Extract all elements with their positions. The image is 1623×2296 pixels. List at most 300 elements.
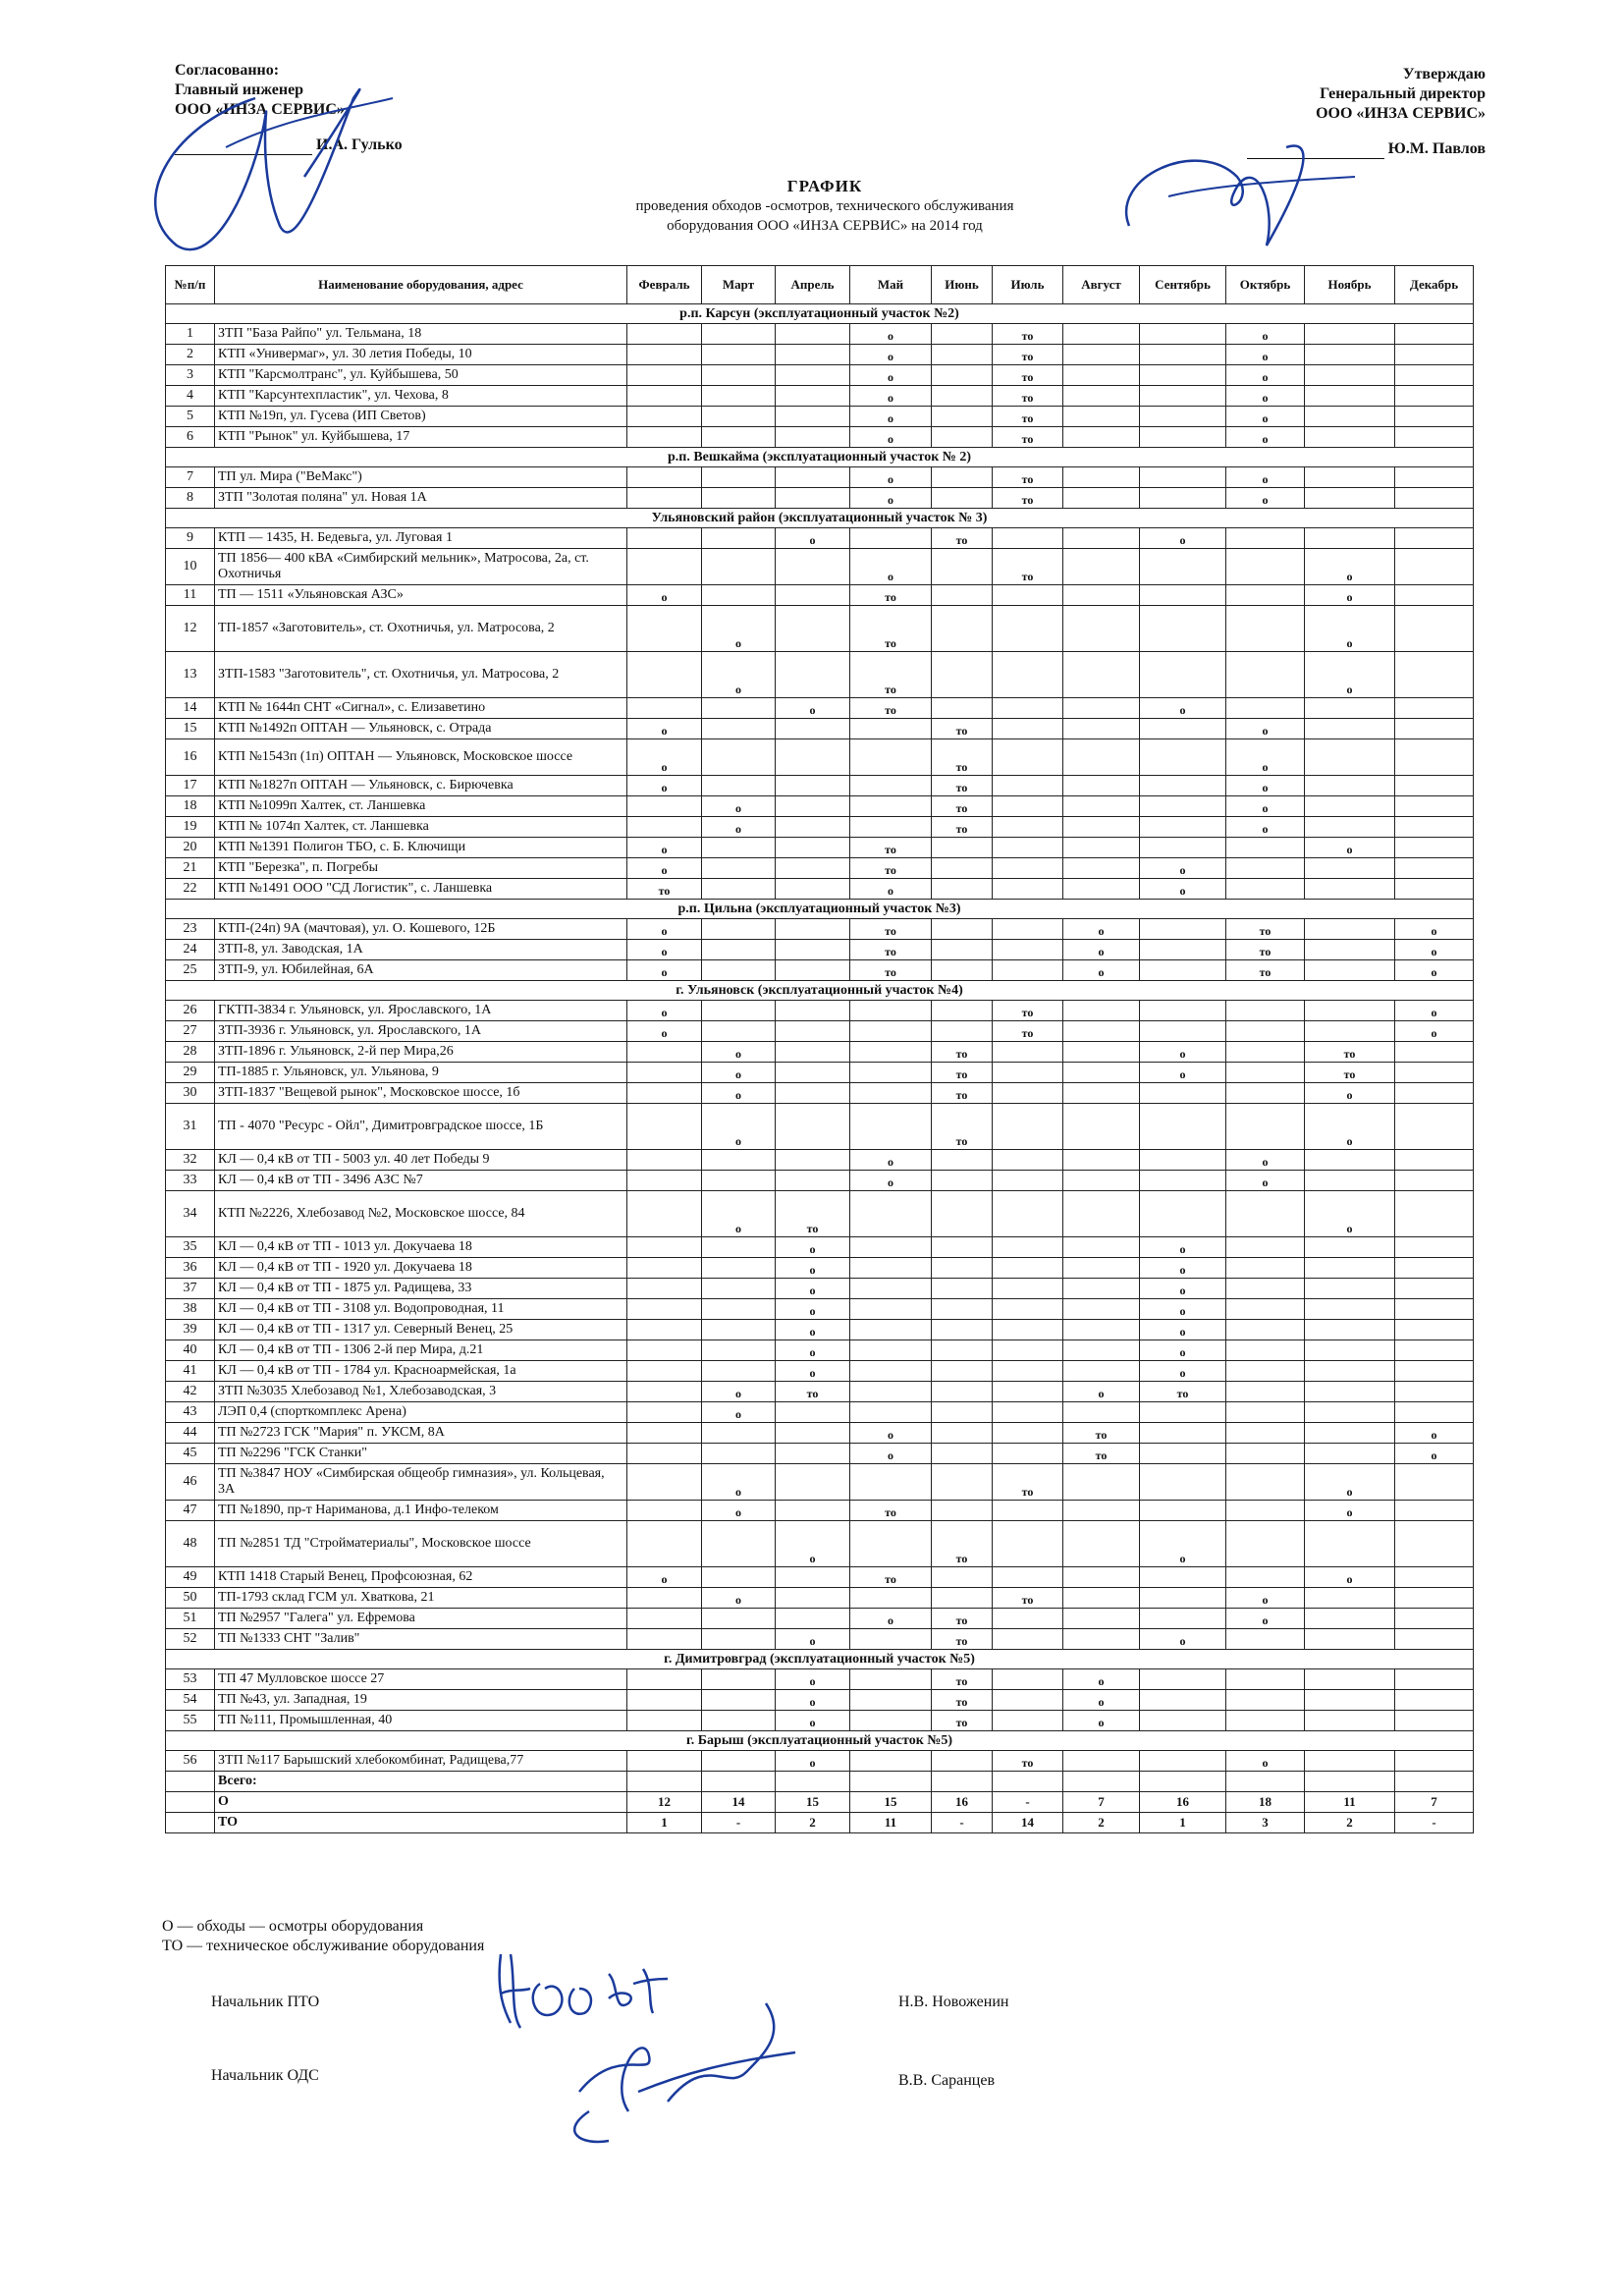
month-cell [776, 1083, 850, 1104]
row-number: 19 [166, 817, 215, 838]
table-row [166, 919, 1474, 940]
month-cell: о [776, 1237, 850, 1258]
equipment-name: КТП №1543п (1п) ОПТАН — Ульяновск, Московское шоссе [215, 739, 627, 776]
table-row [166, 1001, 1474, 1021]
row-number: 9 [166, 528, 215, 549]
table-row [166, 467, 1474, 488]
month-cell [993, 817, 1063, 838]
month-cell [850, 1382, 932, 1402]
month-cell [627, 1042, 702, 1063]
month-cell [1305, 1629, 1395, 1650]
month-cell: о [1305, 1501, 1395, 1521]
column-header-month: Октябрь [1226, 266, 1305, 304]
month-cell [993, 1567, 1063, 1588]
month-cell [776, 719, 850, 739]
table-row [166, 1279, 1474, 1299]
month-cell [932, 1361, 993, 1382]
month-cell [1226, 1711, 1305, 1731]
month-cell [993, 1629, 1063, 1650]
month-cell [1063, 879, 1140, 900]
month-cell [1226, 1567, 1305, 1588]
totals-empty [1226, 1772, 1305, 1792]
month-cell: о [850, 365, 932, 386]
month-cell [1395, 1629, 1474, 1650]
column-header-month: Февраль [627, 266, 702, 304]
month-cell: о [850, 1150, 932, 1171]
row-number: 42 [166, 1382, 215, 1402]
month-cell [1140, 386, 1226, 407]
approval-left-line3: ООО «ИНЗА СЕРВИС» [175, 101, 345, 118]
column-header-month: Апрель [776, 266, 850, 304]
month-cell [1305, 528, 1395, 549]
month-cell [1063, 1001, 1140, 1021]
table-row [166, 365, 1474, 386]
month-cell: о [1226, 488, 1305, 509]
month-cell [1305, 1588, 1395, 1609]
month-cell [993, 1402, 1063, 1423]
month-cell [1140, 585, 1226, 606]
month-cell [1063, 1104, 1140, 1150]
column-header-month: Май [850, 266, 932, 304]
table-row [166, 1299, 1474, 1320]
month-cell [702, 467, 776, 488]
equipment-name: ТП — 1511 «Ульяновская АЗС» [215, 585, 627, 606]
month-cell [1226, 652, 1305, 698]
month-cell [1063, 1751, 1140, 1772]
month-cell [1140, 1423, 1226, 1444]
row-number: 8 [166, 488, 215, 509]
month-cell [1226, 1021, 1305, 1042]
approval-left-line1: Согласованно: [175, 62, 280, 79]
month-cell [702, 585, 776, 606]
row-number: 22 [166, 879, 215, 900]
equipment-name: КТП — 1435, Н. Бедевьга, ул. Луговая 1 [215, 528, 627, 549]
equipment-name: ТП - 4070 "Ресурс - Ойл", Димитровградское шоссе, 1Б [215, 1104, 627, 1150]
month-cell [1226, 858, 1305, 879]
month-cell [702, 549, 776, 585]
month-cell [776, 606, 850, 652]
month-cell [776, 427, 850, 448]
month-cell: о [627, 585, 702, 606]
section-title: р.п. Цильна (эксплуатационный участок №3) [166, 900, 1474, 919]
month-cell [850, 1299, 932, 1320]
month-cell: то [850, 585, 932, 606]
equipment-name: ЗТП "База Райпо" ул. Тельмана, 18 [215, 324, 627, 345]
equipment-name: КТП "Березка", п. Погребы [215, 858, 627, 879]
month-cell [702, 386, 776, 407]
month-cell [1395, 1340, 1474, 1361]
month-cell [993, 1501, 1063, 1521]
month-cell [1305, 1171, 1395, 1191]
month-cell [1395, 698, 1474, 719]
month-cell [1140, 407, 1226, 427]
month-cell [776, 1609, 850, 1629]
table-row [166, 1567, 1474, 1588]
equipment-name: КЛ — 0,4 кВ от ТП - 1875 ул. Радищева, 33 [215, 1279, 627, 1299]
month-cell [993, 1521, 1063, 1567]
section-row [166, 1650, 1474, 1669]
month-cell [1063, 1501, 1140, 1521]
month-cell [1395, 719, 1474, 739]
table-row [166, 1361, 1474, 1382]
row-number: 34 [166, 1191, 215, 1237]
totals-empty [166, 1772, 215, 1792]
table-row [166, 528, 1474, 549]
month-cell [1226, 1083, 1305, 1104]
row-number: 23 [166, 919, 215, 940]
month-cell: то [993, 1021, 1063, 1042]
month-cell [627, 1237, 702, 1258]
totals-empty [1063, 1772, 1140, 1792]
totals-value: - [1395, 1813, 1474, 1833]
month-cell [993, 1669, 1063, 1690]
month-cell [1226, 549, 1305, 585]
month-cell: о [850, 324, 932, 345]
month-cell [993, 1299, 1063, 1320]
month-cell: то [993, 427, 1063, 448]
month-cell [1395, 1609, 1474, 1629]
totals-value: 11 [850, 1813, 932, 1833]
month-cell [627, 1361, 702, 1382]
table-row [166, 386, 1474, 407]
month-cell [776, 739, 850, 776]
equipment-name: ТП №111, Промышленная, 40 [215, 1711, 627, 1731]
totals-value: 12 [627, 1792, 702, 1813]
month-cell: о [776, 1521, 850, 1567]
month-cell [993, 838, 1063, 858]
month-cell [993, 1711, 1063, 1731]
month-cell [776, 324, 850, 345]
month-cell [1395, 652, 1474, 698]
month-cell: то [993, 1001, 1063, 1021]
month-cell [1226, 879, 1305, 900]
month-cell: о [1305, 1104, 1395, 1150]
month-cell [1395, 606, 1474, 652]
month-cell [1226, 585, 1305, 606]
table-row [166, 776, 1474, 796]
month-cell [702, 1299, 776, 1320]
equipment-name: ТП №2851 ТД "Стройматериалы", Московское шоссе [215, 1521, 627, 1567]
month-cell [776, 1588, 850, 1609]
month-cell [932, 1320, 993, 1340]
row-number: 16 [166, 739, 215, 776]
month-cell [702, 1001, 776, 1021]
month-cell [627, 1711, 702, 1731]
month-cell [1140, 796, 1226, 817]
month-cell: то [850, 919, 932, 940]
month-cell [993, 719, 1063, 739]
totals-row [166, 1792, 1474, 1813]
signature-pto-chief [471, 1935, 864, 2151]
table-header [166, 266, 1474, 304]
month-cell [993, 1320, 1063, 1340]
month-cell: о [702, 1042, 776, 1063]
month-cell: о [627, 858, 702, 879]
month-cell: то [1226, 960, 1305, 981]
month-cell [1226, 1299, 1305, 1320]
month-cell [1140, 652, 1226, 698]
table-row [166, 324, 1474, 345]
month-cell [932, 1567, 993, 1588]
month-cell [1063, 776, 1140, 796]
month-cell [850, 1402, 932, 1423]
month-cell [1140, 1171, 1226, 1191]
month-cell [1063, 719, 1140, 739]
month-cell: о [776, 1751, 850, 1772]
month-cell [627, 796, 702, 817]
totals-value: - [702, 1813, 776, 1833]
month-cell [627, 1629, 702, 1650]
month-cell [1395, 1279, 1474, 1299]
month-cell: о [1226, 467, 1305, 488]
month-cell: то [850, 1501, 932, 1521]
month-cell [1063, 585, 1140, 606]
footer-pto-title: Начальник ПТО [211, 1994, 320, 2010]
month-cell: о [1226, 796, 1305, 817]
month-cell [1395, 1361, 1474, 1382]
month-cell [627, 652, 702, 698]
month-cell: о [776, 1258, 850, 1279]
month-cell [993, 1423, 1063, 1444]
month-cell: о [1140, 1258, 1226, 1279]
table-row [166, 1042, 1474, 1063]
month-cell: о [627, 776, 702, 796]
equipment-name: ТП №1890, пр-т Нариманова, д.1 Инфо-телеком [215, 1501, 627, 1521]
row-number: 54 [166, 1690, 215, 1711]
row-number: 15 [166, 719, 215, 739]
equipment-name: ГКТП-3834 г. Ульяновск, ул. Ярославского, 1А [215, 1001, 627, 1021]
month-cell [702, 1340, 776, 1361]
month-cell [993, 1237, 1063, 1258]
row-number: 12 [166, 606, 215, 652]
totals-value: 16 [932, 1792, 993, 1813]
month-cell: о [1063, 919, 1140, 940]
month-cell: о [1226, 1609, 1305, 1629]
month-cell: о [776, 1711, 850, 1731]
month-cell [1140, 1690, 1226, 1711]
month-cell [932, 1021, 993, 1042]
month-cell [932, 345, 993, 365]
month-cell: о [1305, 1191, 1395, 1237]
month-cell [1063, 1588, 1140, 1609]
month-cell [776, 467, 850, 488]
month-cell [993, 606, 1063, 652]
month-cell [1140, 1083, 1226, 1104]
month-cell [1226, 1258, 1305, 1279]
table-row [166, 585, 1474, 606]
month-cell [1395, 858, 1474, 879]
month-cell: о [1140, 1521, 1226, 1567]
month-cell: то [932, 796, 993, 817]
month-cell: то [850, 652, 932, 698]
month-cell: о [702, 796, 776, 817]
month-cell [627, 817, 702, 838]
equipment-name: ЗТП-1896 г. Ульяновск, 2-й пер Мира,26 [215, 1042, 627, 1063]
month-cell [1226, 1501, 1305, 1521]
column-header-name: Наименование оборудования, адрес [215, 266, 627, 304]
month-cell [1140, 1001, 1226, 1021]
month-cell: о [850, 1171, 932, 1191]
month-cell: о [1063, 1711, 1140, 1731]
month-cell [850, 1191, 932, 1237]
section-row [166, 304, 1474, 324]
month-cell [1063, 1021, 1140, 1042]
month-cell [850, 1237, 932, 1258]
month-cell [776, 858, 850, 879]
column-header-month: Сентябрь [1140, 266, 1226, 304]
month-cell: о [776, 1340, 850, 1361]
month-cell [1226, 1001, 1305, 1021]
row-number: 1 [166, 324, 215, 345]
month-cell [627, 1464, 702, 1501]
month-cell: о [776, 1690, 850, 1711]
column-header-month: Март [702, 266, 776, 304]
month-cell [1395, 467, 1474, 488]
table-row [166, 1083, 1474, 1104]
month-cell [776, 776, 850, 796]
month-cell [627, 1402, 702, 1423]
month-cell [932, 1402, 993, 1423]
equipment-name: ТП №3847 НОУ «Симбирская общеобр гимназия», ул. Кольцевая, 3А [215, 1464, 627, 1501]
month-cell [702, 324, 776, 345]
totals-value: 11 [1305, 1792, 1395, 1813]
month-cell [993, 1340, 1063, 1361]
month-cell [932, 1299, 993, 1320]
month-cell: о [850, 467, 932, 488]
month-cell [1140, 1588, 1226, 1609]
month-cell [850, 1340, 932, 1361]
legend-o: О — обходы — осмотры оборудования [162, 1918, 424, 1935]
month-cell [1140, 606, 1226, 652]
month-cell: о [1226, 1751, 1305, 1772]
month-cell [850, 528, 932, 549]
row-number: 25 [166, 960, 215, 981]
month-cell [1305, 1751, 1395, 1772]
month-cell [993, 940, 1063, 960]
month-cell [1226, 1382, 1305, 1402]
totals-empty [993, 1772, 1063, 1792]
month-cell [702, 365, 776, 386]
month-cell [702, 1279, 776, 1299]
month-cell [627, 1340, 702, 1361]
row-number: 56 [166, 1751, 215, 1772]
month-cell: о [1226, 365, 1305, 386]
month-cell [1140, 549, 1226, 585]
month-cell [1305, 739, 1395, 776]
totals-empty [166, 1813, 215, 1833]
month-cell [702, 488, 776, 509]
month-cell [932, 324, 993, 345]
totals-row [166, 1813, 1474, 1833]
month-cell [702, 427, 776, 448]
month-cell [1305, 879, 1395, 900]
month-cell [1395, 1299, 1474, 1320]
month-cell [1305, 1340, 1395, 1361]
month-cell: то [850, 606, 932, 652]
month-cell: о [1063, 1669, 1140, 1690]
equipment-name: КЛ — 0,4 кВ от ТП - 1306 2-й пер Мира, д.21 [215, 1340, 627, 1361]
month-cell [1063, 324, 1140, 345]
month-cell: о [1305, 1083, 1395, 1104]
month-cell [932, 1588, 993, 1609]
month-cell [1305, 858, 1395, 879]
row-number: 36 [166, 1258, 215, 1279]
month-cell [932, 652, 993, 698]
month-cell [627, 1104, 702, 1150]
approval-left-name: И.А. Гулько [316, 137, 403, 153]
section-row [166, 1731, 1474, 1751]
month-cell [627, 1191, 702, 1237]
month-cell: о [850, 386, 932, 407]
month-cell [776, 960, 850, 981]
equipment-name: ЗТП-3936 г. Ульяновск, ул. Ярославского, 1А [215, 1021, 627, 1042]
month-cell: о [1140, 1063, 1226, 1083]
month-cell [1226, 528, 1305, 549]
month-cell [1305, 1299, 1395, 1320]
month-cell [993, 528, 1063, 549]
month-cell [993, 1042, 1063, 1063]
month-cell [1063, 739, 1140, 776]
month-cell [1305, 1320, 1395, 1340]
month-cell [702, 1609, 776, 1629]
month-cell [993, 858, 1063, 879]
month-cell [1140, 1402, 1226, 1423]
month-cell [776, 940, 850, 960]
table-row [166, 1171, 1474, 1191]
month-cell [1305, 1690, 1395, 1711]
month-cell [1395, 817, 1474, 838]
month-cell [702, 838, 776, 858]
row-number: 7 [166, 467, 215, 488]
column-header-month: Ноябрь [1305, 266, 1395, 304]
month-cell [932, 1382, 993, 1402]
month-cell [1395, 427, 1474, 448]
month-cell [1395, 365, 1474, 386]
month-cell [1063, 838, 1140, 858]
month-cell [776, 488, 850, 509]
month-cell: то [932, 817, 993, 838]
month-cell [1226, 606, 1305, 652]
month-cell: о [702, 606, 776, 652]
month-cell: о [1140, 1237, 1226, 1258]
equipment-name: ТП №1333 СНТ "Залив" [215, 1629, 627, 1650]
table-row [166, 488, 1474, 509]
month-cell: о [776, 1361, 850, 1382]
month-cell [702, 919, 776, 940]
month-cell: то [850, 838, 932, 858]
month-cell [702, 879, 776, 900]
table-row [166, 719, 1474, 739]
month-cell: о [850, 427, 932, 448]
totals-label-row [166, 1772, 1474, 1792]
equipment-name: КТП №1491 ООО "СД Логистик", с. Ланшевка [215, 879, 627, 900]
month-cell [850, 1588, 932, 1609]
month-cell [850, 1001, 932, 1021]
month-cell [702, 1751, 776, 1772]
equipment-name: КТП №1827п ОПТАН — Ульяновск, с. Бирючевка [215, 776, 627, 796]
month-cell [1063, 1171, 1140, 1191]
month-cell [776, 1402, 850, 1423]
month-cell: то [993, 549, 1063, 585]
month-cell: то [850, 940, 932, 960]
month-cell [993, 698, 1063, 719]
month-cell [1140, 1711, 1226, 1731]
month-cell [932, 1237, 993, 1258]
month-cell [932, 549, 993, 585]
month-cell [932, 960, 993, 981]
month-cell [1226, 1444, 1305, 1464]
month-cell [776, 796, 850, 817]
